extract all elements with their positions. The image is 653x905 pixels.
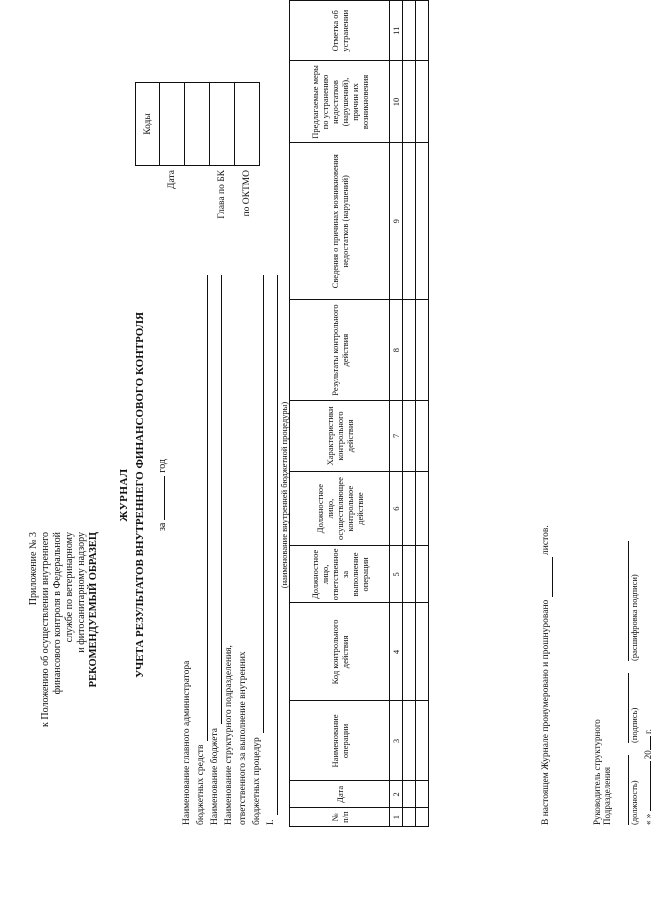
col-header-no: № п/п <box>290 808 390 827</box>
col-header-measures: Предлагаемые меры по устранению недостатков (нарушений), причин их возникновения <box>290 61 390 143</box>
table-cell[interactable] <box>403 471 416 546</box>
position-caption: (должность) <box>629 780 639 825</box>
glava-label: Глава по БК <box>217 170 227 219</box>
table-cell[interactable] <box>416 143 429 300</box>
year-blank[interactable] <box>155 476 165 520</box>
codes-block <box>135 81 260 261</box>
col-number: 10 <box>390 61 403 143</box>
sample-label: РЕКОМЕНДУЕМЫЙ ОБРАЗЕЦ <box>88 532 99 688</box>
pages-suffix: листов. <box>541 525 551 555</box>
col-header-results: Результаты контрольного действия <box>290 300 390 401</box>
date-g: г. <box>643 729 653 734</box>
col-number: 7 <box>390 401 403 472</box>
table-cell[interactable] <box>403 701 416 781</box>
signature-caption: (подпись) <box>629 707 639 743</box>
table-row <box>416 1 429 827</box>
procedure-caption: (наименование внутренней бюджетной процедуры) <box>279 401 289 589</box>
admin-label-2: бюджетных средств <box>196 744 206 825</box>
decode-caption: (расшифровка подписи) <box>629 574 639 661</box>
year-prefix: за <box>157 522 168 532</box>
date-blank[interactable] <box>641 762 651 812</box>
col-header-responsible: Должностное лицо, ответственное за выполнение операции <box>290 546 390 603</box>
table-cell[interactable] <box>416 781 429 808</box>
position-field[interactable] <box>618 755 629 825</box>
pages-blank[interactable] <box>543 557 553 597</box>
year-suffix: год <box>157 458 168 473</box>
col-number: 2 <box>390 781 403 808</box>
table-cell[interactable] <box>403 781 416 808</box>
year-line <box>155 345 168 645</box>
col-number: 4 <box>390 603 403 701</box>
year-blank-footer[interactable] <box>641 736 651 750</box>
table-cell[interactable] <box>416 603 429 701</box>
procedure-field[interactable] <box>266 275 278 815</box>
budget-label: Наименование бюджета <box>210 728 220 825</box>
col-number: 5 <box>390 546 403 603</box>
col-header-reasons: Сведения о причинах возникновения недостатков (нарушений) <box>290 143 390 300</box>
glava-code-box[interactable] <box>210 83 235 166</box>
appendix-line: финансового контроля в Федеральной <box>52 532 63 695</box>
oktmo-code-box[interactable] <box>235 83 260 166</box>
col-header-code: Код контрольного действия <box>290 603 390 701</box>
appendix-block <box>28 532 100 832</box>
table-cell[interactable] <box>416 808 429 827</box>
oktmo-label: по ОКТМО <box>242 170 252 217</box>
table-cell[interactable] <box>416 471 429 546</box>
header-fields <box>180 275 278 825</box>
head-label-2: Подразделения <box>602 766 612 825</box>
unit-field[interactable] <box>252 275 264 733</box>
table-cell[interactable] <box>403 1 416 61</box>
date-code-box[interactable] <box>160 83 185 166</box>
table-cell[interactable] <box>403 143 416 300</box>
unit-label: Наименование структурного подразделения, <box>224 645 234 825</box>
col-header-operation: Наименование операции <box>290 701 390 781</box>
pages-text: В настоящем Журнале пронумеровано и прошнуровано <box>541 599 551 825</box>
col-header-date: Дата <box>290 781 390 808</box>
table-cell[interactable] <box>416 300 429 401</box>
admin-label: Наименование главного администратора <box>182 660 192 825</box>
signature-block <box>592 541 653 825</box>
appendix-line: Приложение № 3 <box>28 532 39 606</box>
date-year: 20 <box>643 750 653 760</box>
table-cell[interactable] <box>416 401 429 472</box>
table-cell[interactable] <box>403 61 416 143</box>
unit-label-2: ответственного за выполнение внутренних <box>238 651 248 825</box>
table-row <box>403 1 416 827</box>
table-cell[interactable] <box>403 546 416 603</box>
table-cell[interactable] <box>403 808 416 827</box>
table-cell[interactable] <box>416 61 429 143</box>
appendix-line: и фитосанитарному надзору <box>76 532 87 653</box>
journal-subtitle: УЧЕТА РЕЗУЛЬТАТОВ ВНУТРЕННЕГО ФИНАНСОВОГО КОНТРОЛЯ <box>134 312 146 678</box>
table-cell[interactable] <box>403 401 416 472</box>
col-number: 1 <box>390 808 403 827</box>
appendix-line: к Положению об осуществлении внутреннего <box>40 532 51 727</box>
admin-field[interactable] <box>196 275 208 741</box>
table-cell[interactable] <box>403 300 416 401</box>
table-cell[interactable] <box>416 546 429 603</box>
col-number: 8 <box>390 300 403 401</box>
date-line <box>641 541 653 825</box>
col-header-mark: Отметка об устранении <box>290 1 390 61</box>
section-number: I. <box>266 819 276 825</box>
decode-field[interactable] <box>618 541 629 661</box>
journal-table <box>289 0 429 827</box>
appendix-line: службе по ветеринарному <box>64 532 75 643</box>
code-box[interactable] <box>185 83 210 166</box>
col-number: 6 <box>390 471 403 546</box>
table-cell[interactable] <box>403 603 416 701</box>
col-number: 9 <box>390 143 403 300</box>
col-number: 3 <box>390 701 403 781</box>
date-label: Дата <box>167 170 177 189</box>
col-header-characteristics: Характеристики контрольного действия <box>290 401 390 472</box>
col-number: 11 <box>390 1 403 61</box>
table-cell[interactable] <box>416 701 429 781</box>
budget-field[interactable] <box>210 275 222 724</box>
col-header-executor: Должностное лицо, осуществляющее контрольное действие <box>290 471 390 546</box>
table-cell[interactable] <box>416 1 429 61</box>
codes-header: Коды <box>136 83 160 166</box>
journal-title: ЖУРНАЛ <box>118 468 130 522</box>
signature-field[interactable] <box>618 673 629 743</box>
footer-pages <box>540 525 553 825</box>
unit-label-3: бюджетных процедур <box>252 737 262 825</box>
date-quote: « » <box>643 813 653 825</box>
head-label: Руководитель структурного <box>592 719 602 825</box>
